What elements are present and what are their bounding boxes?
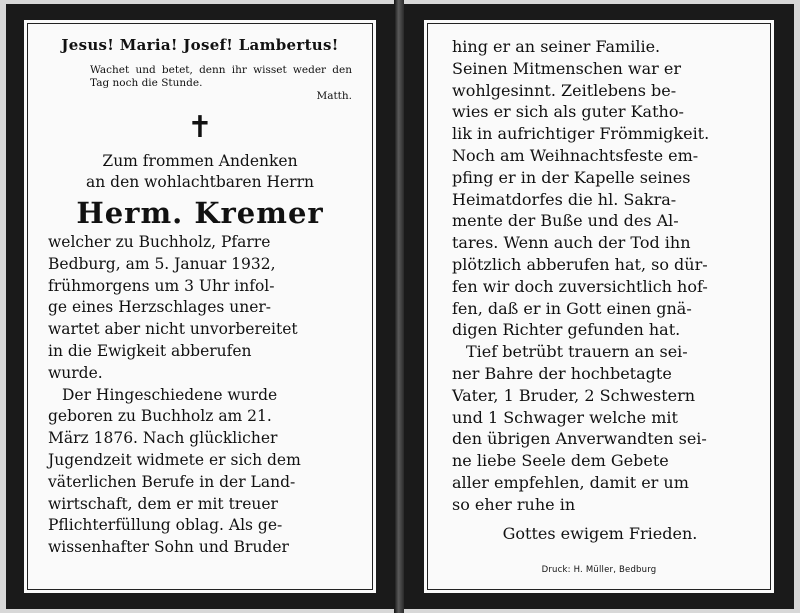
right-paper — [424, 20, 774, 593]
left-card — [6, 4, 394, 609]
right-card — [404, 4, 794, 609]
left-panel — [27, 23, 373, 590]
text-line: wartet aber nicht unvorbereitet — [48, 320, 298, 339]
card-fold — [394, 0, 404, 613]
left-paper — [24, 20, 376, 593]
text-line: geboren zu Buchholz am 21. — [48, 407, 272, 426]
text-line: fen wir doch zuversichtlich hof- — [452, 276, 708, 296]
text-line: ner Bahre der hochbetagte — [452, 363, 672, 383]
text-line: wirtschaft, dem er mit treuer — [48, 494, 278, 513]
verse-source: Matth. — [316, 90, 352, 102]
right-paragraph-1 — [452, 36, 748, 341]
text-line: Tief betrübt trauern an sei- — [466, 342, 688, 362]
text-line: Der Hingeschiedene wurde — [62, 385, 278, 404]
text-line: Bedburg, am 5. Januar 1932, — [48, 254, 276, 273]
text-line: wohlgesinnt. Zeitlebens be- — [452, 80, 677, 100]
text-line: hing er an seiner Familie. — [452, 37, 661, 56]
text-line: wies er sich als guter Katho- — [452, 102, 684, 122]
text-line: Noch am Weihnachtsfeste em- — [452, 145, 699, 165]
text-line: März 1876. Nach glücklicher — [48, 429, 278, 448]
text-line: pfing er in der Kapelle seines — [452, 167, 691, 187]
closing-line: Gottes ewigem Frieden. — [502, 523, 698, 543]
text-line: tares. Wenn auch der Tod ihn — [452, 233, 691, 253]
motto-heading: Jesus! Maria! Josef! Lambertus! — [61, 36, 339, 54]
text-line: welcher zu Buchholz, Pfarre — [48, 233, 271, 251]
printer-imprint: Druck: H. Müller, Bedburg — [541, 565, 657, 575]
cross-icon: ✝ — [187, 110, 213, 145]
deceased-name: Herm. Kremer — [76, 196, 324, 230]
text-line: Heimatdorfes die hl. Sakra- — [452, 189, 677, 209]
verse-text: Wachet und betet, denn ihr wisset weder den Tag noch die Stunde. — [90, 64, 352, 89]
right-panel — [427, 23, 771, 590]
text-line: wurde. — [48, 363, 103, 382]
text-line: frühmorgens um 3 Uhr infol- — [48, 276, 275, 295]
text-line: in die Ewigkeit abberufen — [48, 341, 252, 360]
text-line: väterlichen Berufe in der Land- — [48, 472, 296, 491]
right-paragraph-2 — [452, 341, 748, 515]
text-line: lik in aufrichtiger Frömmigkeit. — [452, 124, 710, 144]
left-paragraph-2 — [48, 385, 352, 559]
text-line: den übrigen Anverwandten sei- — [452, 429, 707, 449]
text-line: Vater, 1 Bruder, 2 Schwestern — [452, 385, 696, 405]
text-line: fen, daß er in Gott einen gnä- — [452, 298, 692, 318]
text-line: aller empfehlen, damit er um — [452, 472, 689, 492]
intro-text — [48, 151, 352, 193]
text-line: Pflichterfüllung oblag. Als ge- — [48, 516, 283, 535]
text-line: ge eines Herzschlages uner- — [48, 298, 272, 317]
left-paragraph-1 — [48, 232, 352, 385]
text-line: digen Richter gefunden hat. — [452, 320, 681, 340]
text-line: mente der Buße und des Al- — [452, 211, 679, 231]
text-line: und 1 Schwager welche mit — [452, 407, 678, 427]
text-line: wissenhafter Sohn und Bruder — [48, 538, 289, 557]
bible-verse — [90, 64, 352, 103]
intro-line: an den wohlachtbaren Herrn — [86, 173, 314, 191]
intro-line: Zum frommen Andenken — [102, 152, 298, 170]
text-line: so eher ruhe in — [452, 494, 576, 514]
text-line: Jugendzeit widmete er sich dem — [48, 450, 301, 469]
text-line: Seinen Mitmenschen war er — [452, 58, 682, 78]
text-line: plötzlich abberufen hat, so dür- — [452, 254, 708, 274]
text-line: ne liebe Seele dem Gebete — [452, 451, 669, 471]
